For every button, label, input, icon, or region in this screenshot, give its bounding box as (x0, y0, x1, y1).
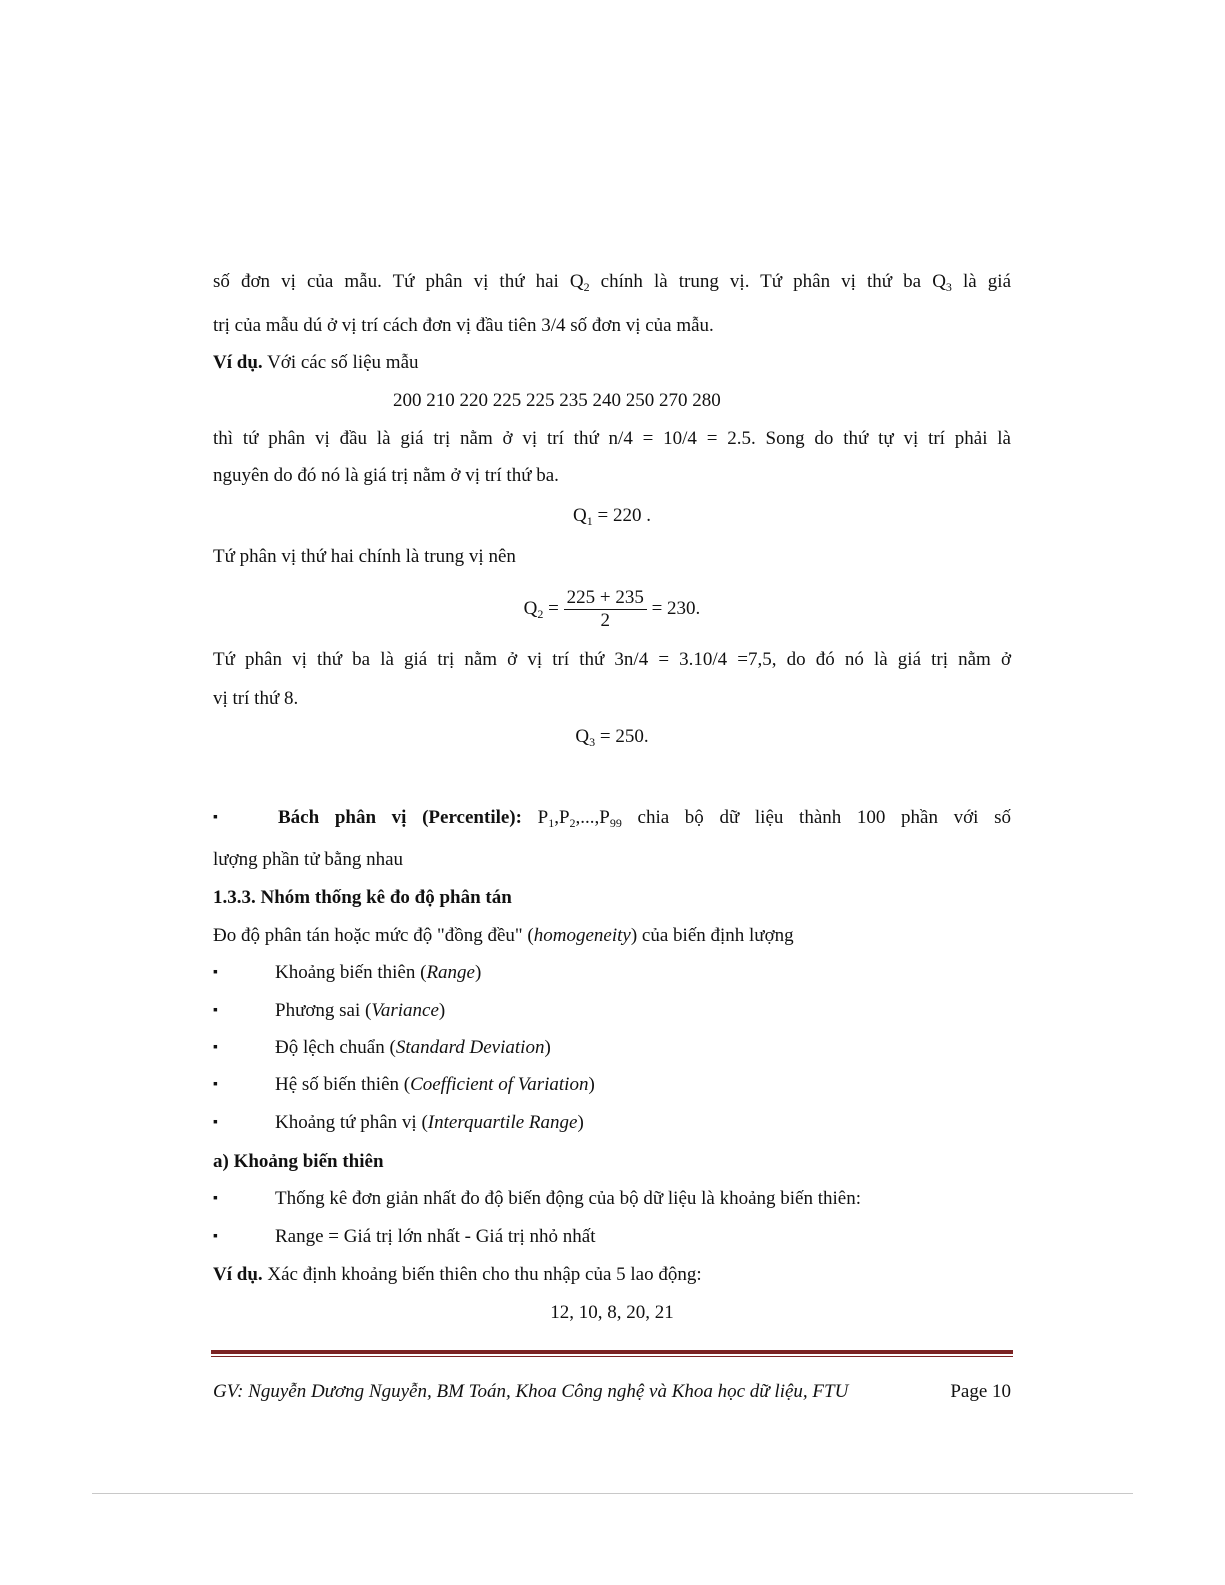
example-intro: Ví dụ. Xác định khoảng biến thiên cho thu nhập của 5 lao động: (213, 1264, 702, 1285)
bullet-icon: ▪ (213, 1003, 218, 1018)
q1-equation: $Q_1 = 220$ . (573, 505, 651, 528)
list-item: Range = Giá trị lớn nhất - Giá trị nhỏ nhất (275, 1226, 596, 1247)
bullet-icon: ▪ (213, 1115, 218, 1130)
section-heading: 1.3.3. Nhóm thống kê đo độ phân tán (213, 887, 512, 908)
list-item: Khoảng tứ phân vị (Interquartile Range) (275, 1112, 584, 1133)
paragraph-line: trị của mẫu dú ở vị trí cách đơn vị đầu tiên 3/4 số đơn vị của mẫu. (213, 315, 714, 336)
percentile-line: Bách phân vị (Percentile): $P_1,P_2,...,P_{99}$ chia bộ dữ liệu thành 100 phần với số (278, 807, 1012, 830)
bullet-icon: ▪ (213, 810, 218, 825)
q2-symbol: $Q_2$ (569, 271, 590, 294)
example-intro: Ví dụ. Với các số liệu mẫu (213, 352, 419, 373)
paragraph-line: số đơn vị của mẫu. Tứ phân vị thứ hai $Q_2$ chính là trung vị. Tứ phân vị thứ ba $Q_3$ là giá (213, 271, 1011, 294)
list-item: Phương sai (Variance) (275, 1000, 446, 1021)
q2-equation: $Q_2$ = $\frac{225 + 235}{2}$ = 230. (523, 587, 701, 632)
list-item: Hệ số biến thiên (Coefficient of Variation) (275, 1074, 595, 1095)
paragraph-line: Tứ phân vị thứ hai chính là trung vị nên (213, 546, 516, 567)
paragraph-line: Tứ phân vị thứ ba là giá trị nằm ở vị trí thứ 3n/4 = 3.10/4 =7,5, do đó nó là giá trị nằm ở (213, 649, 1011, 670)
q3-symbol: $Q_3$ (932, 271, 952, 294)
paragraph-line: vị trí thứ 8. (213, 688, 299, 709)
percentile-symbols: $P_1,P_2,...,P_{99}$ (537, 807, 622, 830)
q3-equation: $Q_3 = 250$. (575, 726, 649, 749)
page-divider (92, 1493, 1133, 1494)
fraction: $\frac{225 + 235}{2}$ (564, 587, 647, 632)
list-item: Độ lệch chuẩn (Standard Deviation) (275, 1037, 551, 1058)
bullet-icon: ▪ (213, 1077, 218, 1092)
section-intro: Đo độ phân tán hoặc mức độ "đồng đều" (homogeneity) của biến định lượng (213, 925, 794, 946)
footer-author: GV: Nguyễn Dương Nguyễn, BM Toán, Khoa Công nghệ và Khoa học dữ liệu, FTU (213, 1381, 849, 1402)
paragraph-line: nguyên do đó nó là giá trị nằm ở vị trí thứ ba. (213, 465, 559, 486)
paragraph-line: lượng phần tử bằng nhau (213, 849, 403, 870)
bullet-icon: ▪ (213, 965, 218, 980)
footer-rule (211, 1350, 1013, 1354)
list-item: Khoảng biến thiên (Range) (275, 962, 482, 983)
subsection-heading: a) Khoảng biến thiên (213, 1151, 384, 1172)
paragraph-line: thì tứ phân vị đầu là giá trị nằm ở vị trí thứ n/4 = 10/4 = 2.5. Song do thứ tự vị trí phải là (213, 428, 1011, 449)
list-item: Thống kê đơn giản nhất đo độ biến động của bộ dữ liệu là khoảng biến thiên: (275, 1188, 862, 1209)
bullet-icon: ▪ (213, 1191, 218, 1206)
footer-rule (211, 1356, 1013, 1357)
page-number: Page 10 (950, 1381, 1011, 1402)
bullet-icon: ▪ (213, 1229, 218, 1244)
bullet-icon: ▪ (213, 1040, 218, 1055)
sample-values: 200 210 220 225 225 235 240 250 270 280 (393, 390, 721, 411)
example-values: 12, 10, 8, 20, 21 (550, 1302, 674, 1323)
